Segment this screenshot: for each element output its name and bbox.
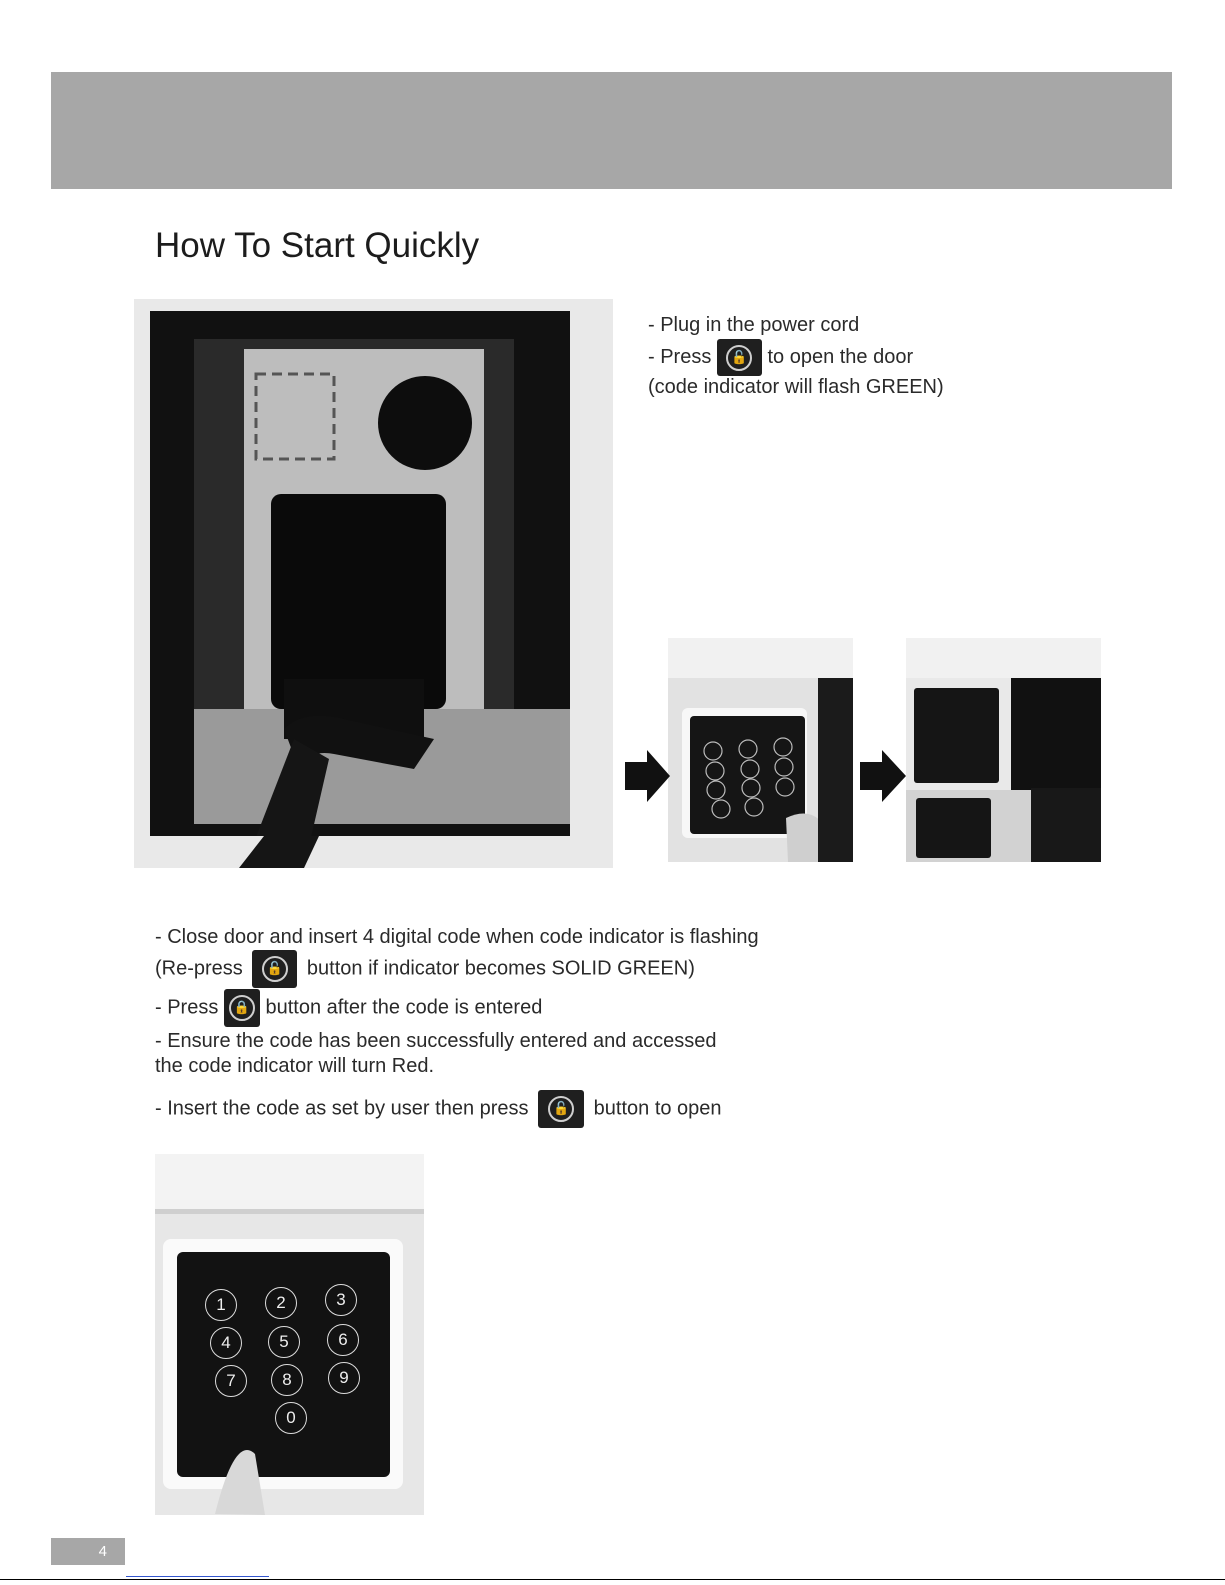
- page-number: 4: [51, 1538, 125, 1565]
- step2-line5: the code indicator will turn Red.: [155, 1055, 435, 1077]
- page-title: How To Start Quickly: [155, 226, 480, 265]
- key-7: 7: [215, 1365, 247, 1397]
- keypad-photo-large: [155, 1154, 424, 1515]
- step2-line3: [155, 989, 542, 1027]
- step2-line2-post: button if indicator becomes SOLID GREEN): [306, 957, 695, 980]
- keypad-photo-1-illustration: [668, 638, 853, 862]
- step1-line1: - Plug in the power cord: [648, 314, 860, 336]
- unlock-icon: 🔓: [553, 1101, 570, 1117]
- arrow-right-1: [625, 750, 670, 802]
- unlock-button-icon: [252, 950, 297, 988]
- step2-line2: [155, 950, 695, 988]
- link-underline: [126, 1576, 269, 1577]
- step2-line6-pre: - Insert the code as set by user then press: [155, 1097, 529, 1120]
- bottom-rule: [0, 1579, 1225, 1580]
- step1-line2-post: to open the door: [767, 345, 914, 368]
- header-band: [51, 72, 1172, 189]
- unlock-button-icon: [717, 339, 762, 376]
- key-6: 6: [327, 1324, 359, 1356]
- step1-line2: [648, 339, 913, 376]
- key-3: 3: [325, 1284, 357, 1316]
- step2-line3-pre: - Press: [155, 996, 219, 1019]
- step2-line4: - Ensure the code has been successfully entered and accessed: [155, 1030, 717, 1052]
- unlock-button-icon: [538, 1090, 584, 1128]
- lock-icon: 🔒: [233, 1000, 250, 1016]
- step2-line3-post: button after the code is entered: [265, 996, 543, 1019]
- arrow-right-2: [860, 750, 906, 802]
- unlock-icon: 🔓: [731, 350, 748, 365]
- unlock-icon: 🔓: [266, 961, 283, 977]
- power-cord-photo: [134, 299, 613, 868]
- key-4: 4: [210, 1327, 242, 1359]
- keypad-photo-2-illustration: [906, 638, 1101, 862]
- step2-line6: [155, 1090, 722, 1128]
- step2-line1: - Close door and insert 4 digital code when code indicator is flashing: [155, 926, 759, 948]
- key-0: 0: [275, 1402, 307, 1434]
- key-9: 9: [328, 1362, 360, 1394]
- step1-line2-pre: - Press: [648, 345, 712, 368]
- step2-line2-pre: (Re-press: [155, 957, 243, 980]
- keypad-photo-1: [668, 638, 853, 862]
- power-cord-illustration: [134, 299, 613, 868]
- step2-line6-post: button to open: [593, 1097, 722, 1120]
- keypad-keys: [200, 1284, 385, 1459]
- key-5: 5: [268, 1326, 300, 1358]
- key-1: 1: [205, 1289, 237, 1321]
- step1-line3: (code indicator will flash GREEN): [648, 376, 944, 398]
- key-2: 2: [265, 1287, 297, 1319]
- lock-button-icon: [224, 989, 260, 1027]
- key-8: 8: [271, 1364, 303, 1396]
- keypad-photo-2: [906, 638, 1101, 862]
